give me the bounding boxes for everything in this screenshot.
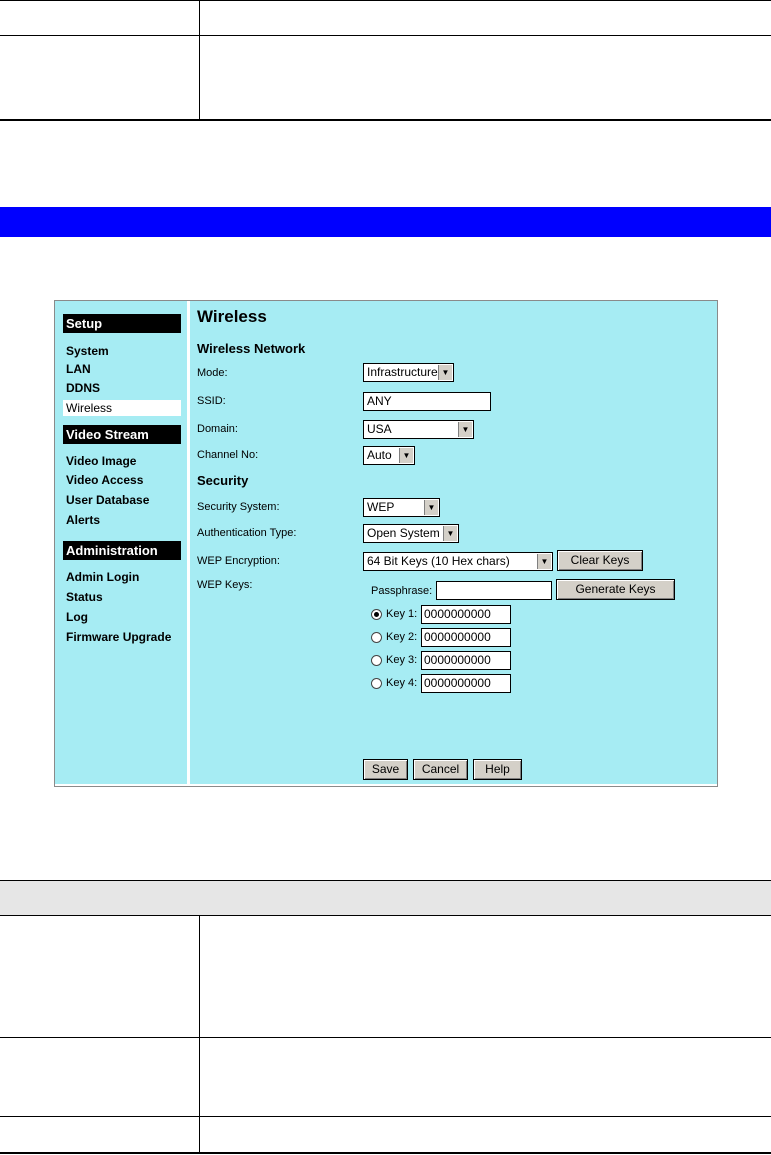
top-table-column-divider	[199, 0, 200, 120]
bottom-table-column-divider	[199, 916, 200, 1153]
chevron-down-icon: ▼	[537, 554, 551, 569]
chevron-down-icon: ▼	[399, 448, 413, 463]
sidebar-heading-administration: Administration	[63, 541, 181, 560]
domain-select-value: USA	[367, 422, 392, 436]
panel-bottom-line	[55, 784, 717, 786]
clear-keys-button[interactable]: Clear Keys	[557, 550, 643, 571]
sidebar-item-ddns[interactable]: DDNS	[66, 381, 101, 395]
cancel-button[interactable]: Cancel	[413, 759, 468, 780]
wireless-network-heading: Wireless Network	[197, 341, 306, 356]
top-table-top-border	[0, 0, 771, 1]
sidebar-heading-setup: Setup	[63, 314, 181, 333]
wep-encryption-label: WEP Encryption:	[197, 555, 280, 567]
page-title: Wireless	[197, 307, 267, 326]
sidebar-item-wireless[interactable]: Wireless	[63, 400, 181, 416]
section-heading-bar	[0, 207, 771, 237]
key-3-input[interactable]: 0000000000	[421, 651, 511, 670]
sidebar-item-video-image[interactable]: Video Image	[66, 454, 137, 468]
sidebar-item-user-database[interactable]: User Database	[66, 493, 150, 507]
sidebar-item-video-access[interactable]: Video Access	[66, 473, 144, 487]
security-system-select-value: WEP	[367, 500, 395, 514]
sidebar-item-firmware-upgrade[interactable]: Firmware Upgrade	[66, 630, 172, 644]
generate-keys-button[interactable]: Generate Keys	[556, 579, 675, 600]
ssid-input[interactable]: ANY	[363, 392, 491, 411]
key-row-4	[371, 674, 491, 693]
bottom-table-bottom-border	[0, 1152, 771, 1154]
authentication-type-select-value: Open System	[367, 526, 440, 540]
domain-label: Domain:	[197, 423, 238, 435]
mode-label: Mode:	[197, 367, 228, 379]
wep-encryption-select-value: 64 Bit Keys (10 Hex chars)	[367, 554, 510, 568]
passphrase-input[interactable]	[436, 581, 552, 600]
sidebar-item-status[interactable]: Status	[66, 590, 103, 604]
security-system-select[interactable]	[363, 498, 440, 517]
bottom-table-row-divider-2	[0, 1116, 771, 1117]
wireless-settings-screenshot	[54, 300, 718, 787]
security-system-label: Security System:	[197, 501, 280, 513]
key-4-radio[interactable]	[371, 678, 382, 689]
wep-encryption-select[interactable]	[363, 552, 553, 571]
key-row-1	[371, 605, 491, 624]
mode-select-value: Infrastructure	[367, 365, 438, 379]
sidebar-item-admin-login[interactable]: Admin Login	[66, 570, 140, 584]
key-1-label: Key 1:	[386, 608, 418, 620]
key-1-radio[interactable]	[371, 609, 382, 620]
table-header-bar	[0, 880, 771, 916]
key-1-input[interactable]: 0000000000	[421, 605, 511, 624]
key-4-label: Key 4:	[386, 677, 418, 689]
passphrase-label: Passphrase:	[371, 585, 433, 597]
channel-label: Channel No:	[197, 449, 259, 461]
sidebar-item-lan[interactable]: LAN	[66, 362, 91, 376]
key-row-3	[371, 651, 491, 670]
key-3-radio[interactable]	[371, 655, 382, 666]
key-2-label: Key 2:	[386, 631, 418, 643]
channel-select[interactable]	[363, 446, 415, 465]
authentication-type-label: Authentication Type:	[197, 527, 297, 539]
save-button[interactable]: Save	[363, 759, 408, 780]
sidebar-divider	[187, 301, 190, 786]
sidebar-heading-video-stream: Video Stream	[63, 425, 181, 444]
key-2-radio[interactable]	[371, 632, 382, 643]
authentication-type-select[interactable]	[363, 524, 459, 543]
security-heading: Security	[197, 473, 249, 488]
ssid-label: SSID:	[197, 395, 226, 407]
chevron-down-icon: ▼	[458, 422, 472, 437]
sidebar-item-system[interactable]: System	[66, 344, 109, 358]
top-table-bottom-border	[0, 119, 771, 121]
key-2-input[interactable]: 0000000000	[421, 628, 511, 647]
sidebar-item-alerts[interactable]: Alerts	[66, 513, 101, 527]
domain-select[interactable]	[363, 420, 474, 439]
chevron-down-icon: ▼	[424, 500, 438, 515]
sidebar-item-log[interactable]: Log	[66, 610, 88, 624]
key-row-2	[371, 628, 491, 647]
top-table-row-divider	[0, 35, 771, 36]
key-4-input[interactable]: 0000000000	[421, 674, 511, 693]
channel-select-value: Auto	[367, 448, 392, 462]
mode-select[interactable]	[363, 363, 454, 382]
wep-keys-label: WEP Keys:	[197, 579, 253, 591]
help-button[interactable]: Help	[473, 759, 522, 780]
bottom-table-row-divider-1	[0, 1037, 771, 1038]
key-3-label: Key 3:	[386, 654, 418, 666]
chevron-down-icon: ▼	[438, 365, 452, 380]
chevron-down-icon: ▼	[443, 526, 457, 541]
